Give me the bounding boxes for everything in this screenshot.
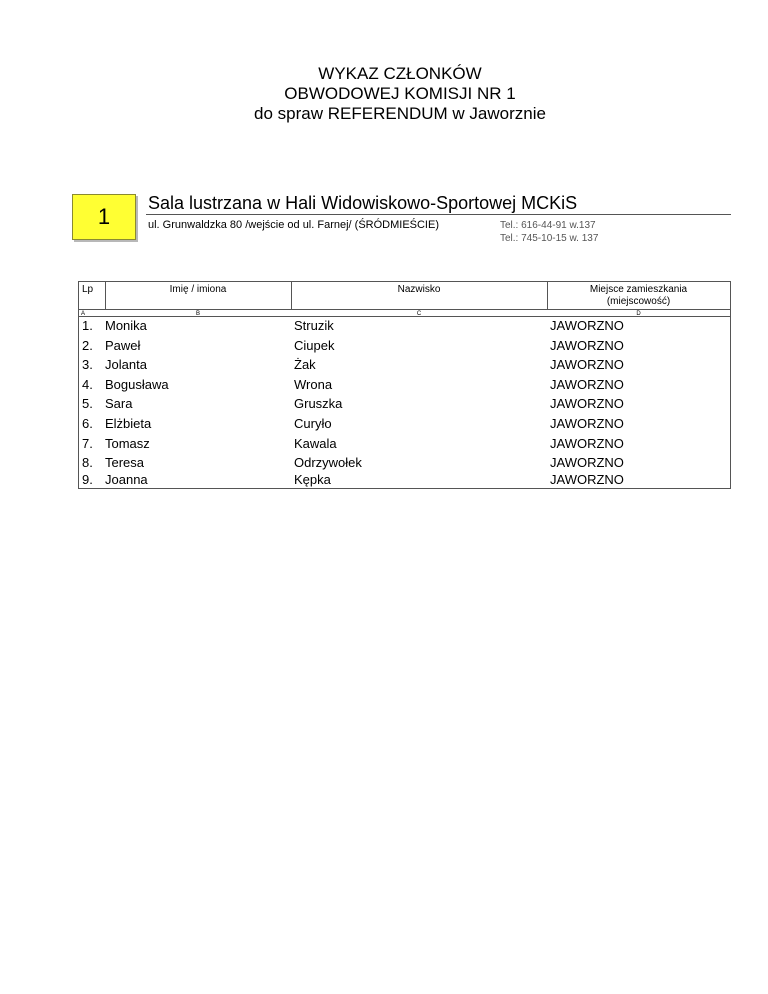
row-lp: 6.: [82, 416, 93, 431]
row-lp: 7.: [82, 435, 93, 451]
table-row: [79, 355, 730, 375]
row-residence: JAWORZNO: [550, 337, 624, 353]
row-lp: 8.: [82, 455, 93, 471]
row-last-name: Curyło: [294, 416, 332, 431]
row-last-name: Kawala: [294, 435, 337, 451]
title-line-3: do spraw REFERENDUM w Jaworznie: [254, 104, 546, 123]
row-residence: JAWORZNO: [550, 318, 624, 333]
members-table: [78, 281, 731, 489]
row-last-name: Wrona: [294, 376, 333, 392]
row-first-name: Tomasz: [105, 435, 150, 451]
phone-2: Tel.: 745-10-15 w. 137: [500, 233, 599, 244]
row-lp: 1.: [82, 318, 93, 333]
commission-number-badge: 1: [72, 194, 136, 240]
row-residence: JAWORZNO: [550, 357, 624, 373]
row-last-name: Ciupek: [294, 337, 335, 353]
table-row: [79, 316, 730, 336]
column-letter-d: D: [636, 311, 641, 317]
row-last-name: Żak: [294, 357, 316, 373]
table-row: [79, 453, 730, 473]
venue-phones: [500, 219, 598, 245]
row-first-name: Elżbieta: [105, 416, 152, 431]
row-residence: JAWORZNO: [550, 471, 624, 487]
column-letter-c: C: [416, 311, 422, 317]
row-first-name: Bogusława: [105, 376, 169, 392]
title-line-2: OBWODOWEJ KOMISJI NR 1: [284, 84, 516, 103]
row-first-name: Sara: [105, 396, 133, 412]
row-lp: 5.: [82, 396, 93, 412]
row-first-name: Monika: [105, 318, 147, 333]
header-residence-line2: (miejscowość): [606, 296, 671, 307]
row-residence: JAWORZNO: [550, 396, 624, 412]
table-row: [79, 375, 730, 395]
header-lp: Lp: [82, 284, 94, 295]
row-last-name: Kępka: [294, 471, 331, 487]
row-lp: 4.: [82, 376, 93, 392]
table-row: [79, 336, 730, 356]
row-last-name: Struzik: [294, 318, 334, 333]
venue-address: ul. Grunwaldzka 80 /wejście od ul. Farnej/ (ŚRÓDMIEŚCIE): [148, 219, 439, 231]
row-first-name: Jolanta: [105, 357, 147, 373]
column-letter-a: A: [81, 311, 86, 317]
header-residence: [547, 284, 730, 308]
table-row: [79, 394, 730, 414]
document-title: [0, 64, 768, 124]
row-first-name: Paweł: [105, 337, 141, 353]
phone-1: Tel.: 616-44-91 w.137: [500, 220, 596, 231]
venue-name: Sala lustrzana w Hali Widowiskowo-Sportowej MCKiS: [148, 193, 578, 213]
title-line-1: WYKAZ CZŁONKÓW: [318, 64, 482, 83]
row-residence: JAWORZNO: [550, 435, 624, 451]
row-lp: 3.: [82, 357, 93, 373]
row-last-name: Gruszka: [294, 396, 343, 412]
header-first-name: Imię / imiona: [169, 284, 227, 295]
row-last-name: Odrzywołek: [294, 455, 362, 471]
row-residence: JAWORZNO: [550, 376, 624, 392]
row-first-name: Joanna: [105, 471, 148, 487]
header-residence-line1: Miejsce zamieszkania: [589, 284, 688, 295]
venue-divider: [146, 214, 731, 215]
row-lp: 9.: [82, 471, 93, 487]
table-row: [79, 414, 730, 434]
row-residence: JAWORZNO: [550, 416, 624, 431]
column-letter-b: B: [195, 311, 200, 317]
row-residence: JAWORZNO: [550, 455, 624, 471]
row-lp: 2.: [82, 337, 93, 353]
header-last-name: Nazwisko: [397, 284, 441, 295]
table-row: [79, 434, 730, 454]
row-first-name: Teresa: [105, 455, 145, 471]
table-row: [79, 473, 730, 488]
